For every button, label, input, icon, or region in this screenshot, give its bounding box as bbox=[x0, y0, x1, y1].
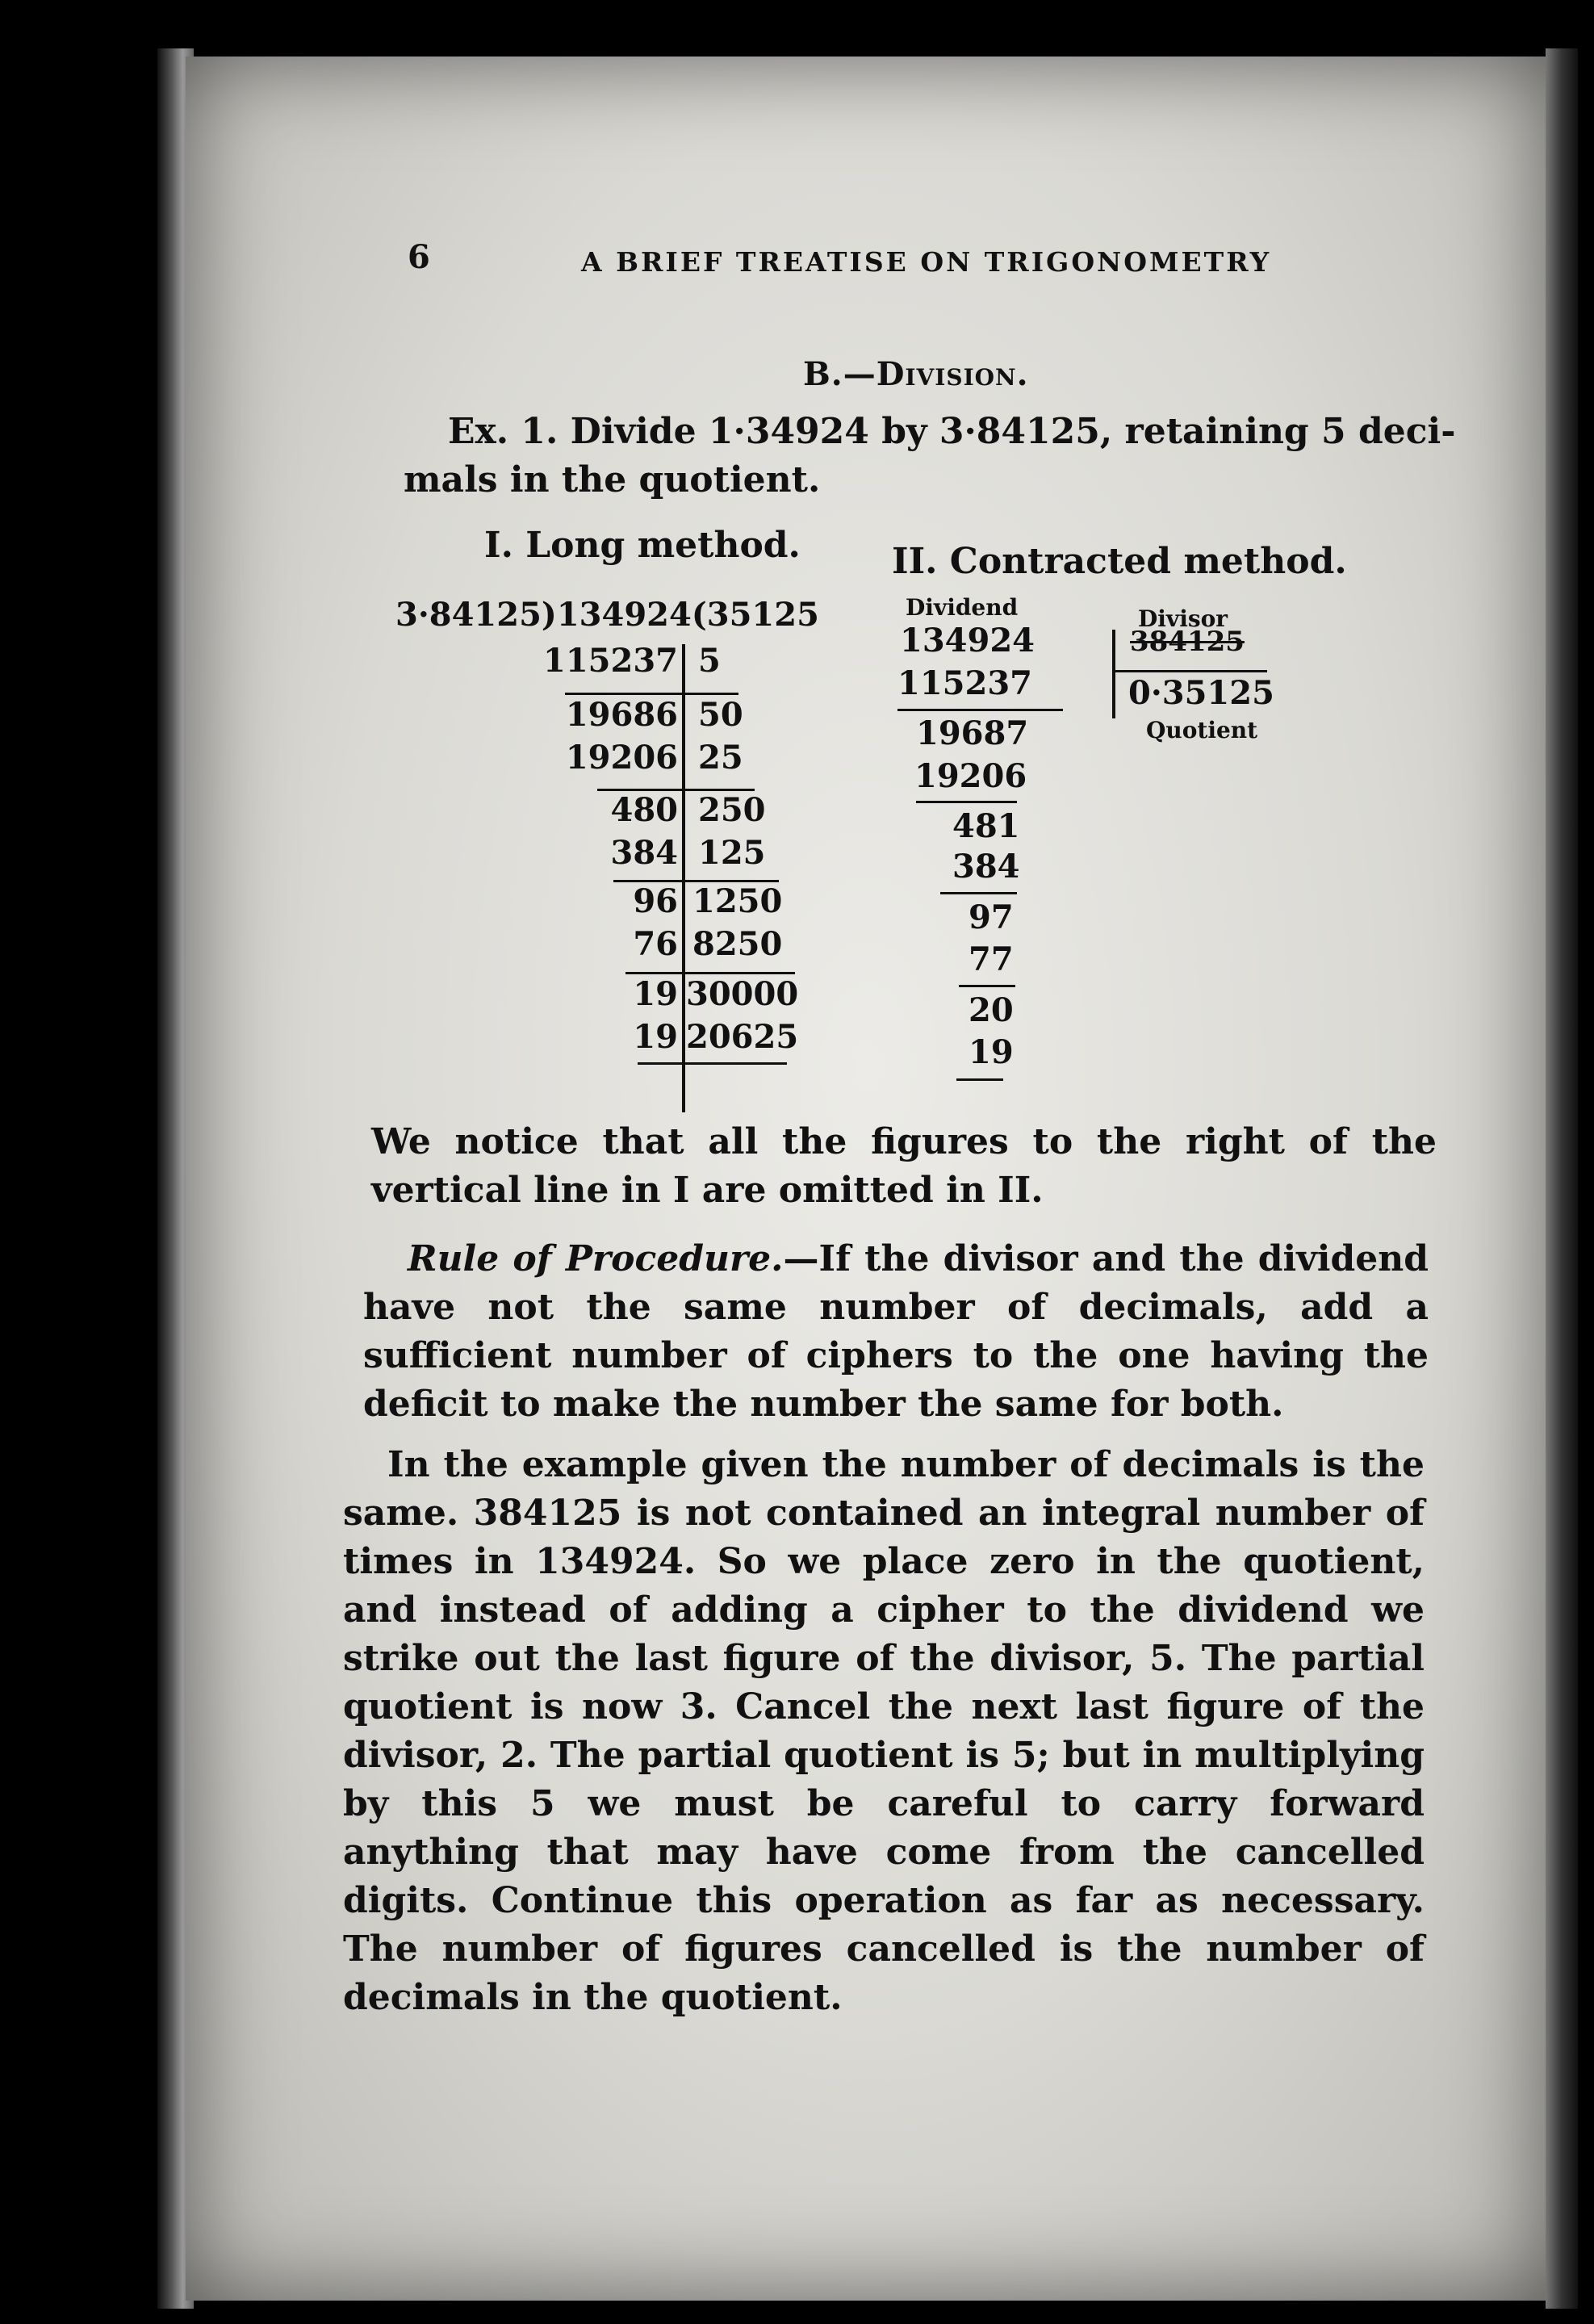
divisor-rule bbox=[1114, 670, 1267, 672]
divisor-value: 384125 bbox=[1130, 626, 1245, 658]
rule-label: Rule of Procedure. bbox=[408, 1238, 784, 1279]
rule-text: —If the divisor and the dividend have not the same number of decimals, add a sufficient number of ciphers to the one having the deficit to make the number the same for both. bbox=[363, 1238, 1429, 1425]
contracted-rule-2 bbox=[916, 801, 1017, 803]
page-edge-right bbox=[1546, 48, 1578, 2309]
long-left-1: 115237 bbox=[543, 642, 678, 680]
long-method-heading: I. Long method. bbox=[484, 525, 801, 566]
long-right-7: 8250 bbox=[692, 925, 783, 963]
long-method-rule-4 bbox=[625, 972, 795, 974]
long-right-1: 5 bbox=[698, 642, 721, 680]
rule-paragraph bbox=[363, 1235, 1429, 1429]
contracted-rule-1 bbox=[897, 709, 1063, 711]
quotient-value: 0·35125 bbox=[1128, 674, 1274, 712]
page-number: 6 bbox=[408, 238, 430, 276]
long-left-7: 76 bbox=[633, 925, 678, 963]
long-right-6: 1250 bbox=[692, 882, 783, 920]
long-right-3: 25 bbox=[698, 739, 743, 777]
divisor-vertical-line bbox=[1112, 630, 1115, 718]
long-left-4: 480 bbox=[610, 791, 678, 829]
contracted-row-3: 19687 bbox=[916, 714, 1029, 752]
contracted-row-1: 134924 bbox=[900, 622, 1035, 660]
contracted-row-7: 97 bbox=[969, 898, 1014, 936]
example-line-1: Ex. 1. Divide 1·34924 by 3·84125, retaining 5 deci- bbox=[448, 411, 1456, 452]
long-left-2: 19686 bbox=[565, 696, 678, 734]
quotient-label: Quotient bbox=[1146, 717, 1258, 743]
explanation-paragraph: In the example given the number of decimals is the same. 384125 is not contained an integral number of times in 134924. So we place zero in the quotient, and instead of adding a cipher to the dividend we strike out the last figure of the divisor, 5. The partial quotient is now 3. Cancel the next last figure of the divisor, 2. The partial quotient is 5; but in multiplying by this 5 we must be careful to carry forward anything that may have come from the cancelled digits. Continue this operation as far as necessary. The number of figures cancelled is the number of decimals in the quotient. bbox=[343, 1444, 1425, 2018]
contracted-row-4: 19206 bbox=[914, 757, 1027, 795]
long-left-3: 19206 bbox=[565, 739, 678, 777]
contracted-row-10: 19 bbox=[969, 1033, 1014, 1071]
long-method-header: 3·84125)134924(35125 bbox=[395, 596, 819, 634]
long-left-5: 384 bbox=[610, 834, 678, 872]
long-left-9: 19 bbox=[633, 1018, 678, 1056]
long-right-9: 20625 bbox=[686, 1018, 799, 1056]
contracted-row-5: 481 bbox=[952, 807, 1020, 845]
long-method-rule-2 bbox=[597, 789, 755, 791]
long-left-6: 96 bbox=[633, 882, 678, 920]
section-title: B.—Division. bbox=[803, 355, 1029, 393]
long-method-rule-1 bbox=[565, 693, 738, 695]
notice-paragraph: We notice that all the figures to the right of the vertical line in I are omitted in II. bbox=[371, 1121, 1437, 1211]
contracted-rule-5 bbox=[956, 1078, 1003, 1081]
contracted-rule-3 bbox=[940, 892, 1017, 894]
long-right-5: 125 bbox=[698, 834, 766, 872]
contracted-method-heading: II. Contracted method. bbox=[892, 541, 1347, 582]
contracted-row-6: 384 bbox=[952, 848, 1020, 886]
long-method-rule-5 bbox=[638, 1062, 787, 1065]
long-right-2: 50 bbox=[698, 696, 743, 734]
contracted-row-9: 20 bbox=[969, 991, 1014, 1029]
long-right-4: 250 bbox=[698, 791, 766, 829]
contracted-rule-4 bbox=[959, 985, 1015, 987]
running-head: A BRIEF TREATISE ON TRIGONOMETRY bbox=[581, 246, 1272, 278]
long-left-8: 19 bbox=[633, 975, 678, 1013]
dividend-label: Dividend bbox=[906, 594, 1019, 621]
divisor-label: Divisor bbox=[1138, 605, 1228, 632]
long-method-rule-3 bbox=[613, 880, 779, 882]
example-line-2: mals in the quotient. bbox=[404, 459, 821, 500]
contracted-row-2: 115237 bbox=[897, 664, 1032, 702]
long-method-vertical-line bbox=[682, 644, 685, 1112]
contracted-row-8: 77 bbox=[969, 940, 1014, 978]
example-statement bbox=[404, 408, 1461, 505]
long-right-8: 30000 bbox=[686, 975, 799, 1013]
